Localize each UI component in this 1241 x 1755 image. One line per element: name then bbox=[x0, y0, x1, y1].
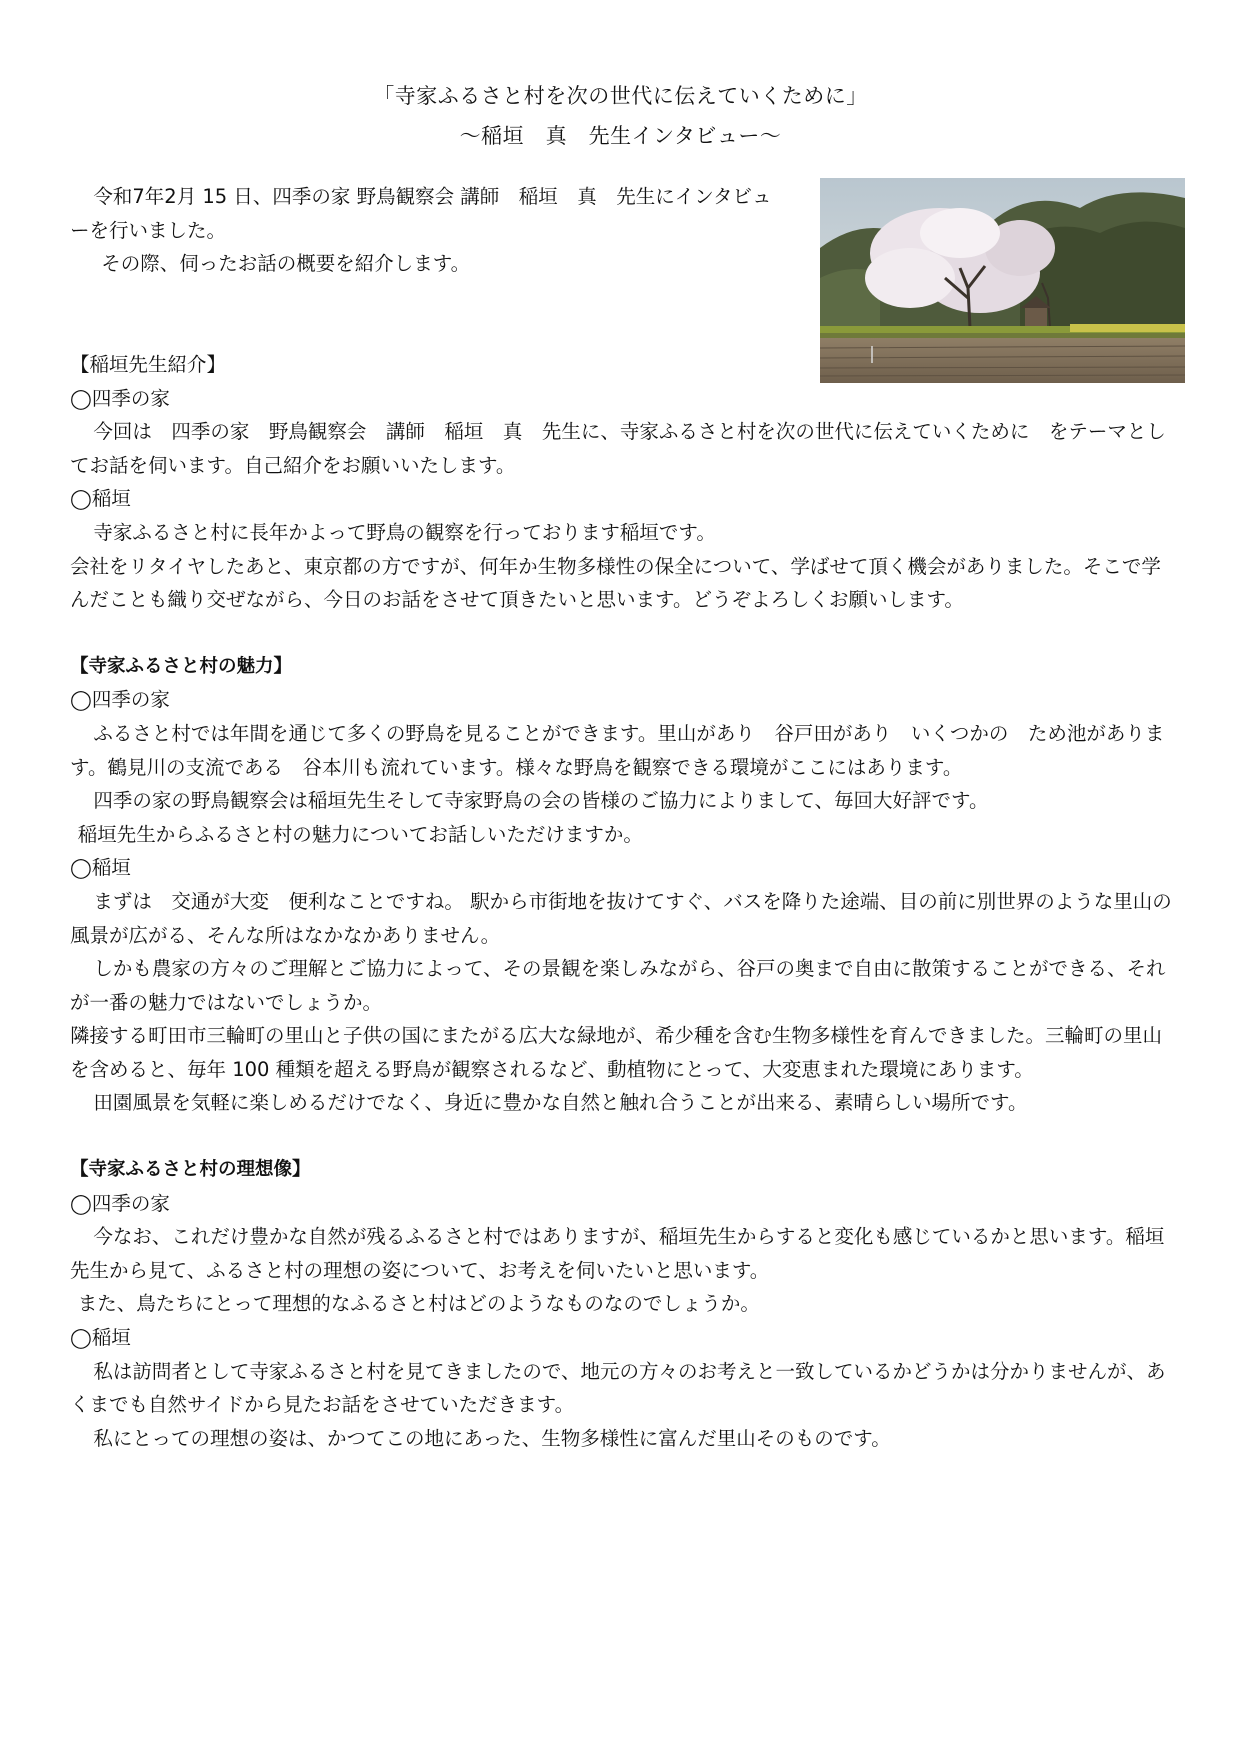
paragraph: しかも農家の方々のご理解とご協力によって、その景観を楽しみながら、谷戸の奥まで自由に散策することができる、それが一番の魅力ではないでしょうか。 bbox=[70, 957, 1166, 1014]
paragraph: 会社をリタイヤしたあと、東京都の方ですが、何年か生物多様性の保全について、学ばせて頂く機会がありました。そこで学んだことも織り交ぜながら、今日のお話をさせて頂きたいと思います。どうぞよろしくお願いします。 bbox=[70, 554, 1161, 612]
paragraph: 私は訪問者として寺家ふるさと村を見てきましたので、地元の方々のお考えと一致しているかどうかは分かりませんが、あくまでも自然サイドから見たお話をさせていただきます。 bbox=[70, 1359, 1166, 1417]
intro-paragraph-2: その際、伺ったお話の概要を紹介します。 bbox=[101, 252, 471, 276]
title-line-2: ～稲垣 真 先生インタビュー～ bbox=[459, 124, 782, 148]
paragraph: まずは 交通が大変 便利なことですね。 駅から市街地を抜けてすぐ、バスを降りた途端、目の前に別世界のような里山の風景が広がる、そんな所はなかなかありません。 bbox=[70, 889, 1172, 947]
paragraph: 稲垣先生からふるさと村の魅力についてお話しいただけますか。 bbox=[77, 822, 643, 846]
intro bbox=[70, 180, 790, 348]
speaker-inagaki: ◯稲垣 bbox=[70, 1326, 131, 1350]
paragraph: 四季の家の野鳥観察会は稲垣先生そして寺家野鳥の会の皆様のご協力によりまして、毎回大好評です。 bbox=[93, 789, 989, 813]
paragraph: また、鳥たちにとって理想的なふるさと村はどのようなものなのでしょうか。 bbox=[77, 1292, 760, 1316]
paragraph: 田園風景を気軽に楽しめるだけでなく、身近に豊かな自然と触れ合うことが出来る、素晴らしい場所です。 bbox=[93, 1091, 1028, 1115]
article-body bbox=[70, 180, 1180, 1455]
paragraph: 隣接する町田市三輪町の里山と子供の国にまたがる広大な緑地が、希少種を含む生物多様性を育んできました。三輪町の里山を含めると、毎年 100 種類を超える野鳥が観察されるなど、動植物にとって、大変恵まれた環境にあります。 bbox=[70, 1024, 1163, 1081]
paragraph: 私にとっての理想の姿は、かつてこの地にあった、生物多様性に富んだ里山そのものです。 bbox=[93, 1426, 891, 1450]
intro-paragraph-1: 令和7年2月 15 日、四季の家 野鳥観察会 講師 稲垣 真 先生にインタビューを行いました。 bbox=[70, 185, 772, 242]
document-title bbox=[0, 76, 1241, 156]
spacer bbox=[70, 1120, 1180, 1153]
paragraph: 寺家ふるさと村に長年かよって野鳥の観察を行っております稲垣です。 bbox=[93, 520, 716, 544]
paragraph: 今なお、これだけ豊かな自然が残るふるさと村ではありますが、稲垣先生からすると変化も感じているかと思います。稲垣先生から見て、ふるさと村の理想の姿について、お考えを伺いたいと思います。 bbox=[70, 1225, 1165, 1282]
speaker-inagaki: ◯稲垣 bbox=[70, 856, 131, 880]
speaker-shikinoie: ◯四季の家 bbox=[70, 688, 170, 712]
paragraph: ふるさと村では年間を通じて多くの野鳥を見ることができます。里山があり 谷戸田があり いくつかの ため池があります。鶴見川の支流である 谷本川も流れています。様々な野鳥を観察できる環境がここにはあります。 bbox=[70, 721, 1165, 779]
speaker-shikinoie: ◯四季の家 bbox=[70, 386, 170, 410]
section-heading-appeal: 【寺家ふるさと村の魅力】 bbox=[70, 655, 293, 677]
section-heading-ideal: 【寺家ふるさと村の理想像】 bbox=[70, 1159, 311, 1181]
speaker-inagaki: ◯稲垣 bbox=[70, 487, 131, 511]
spacer bbox=[70, 617, 1180, 650]
paragraph: 今回は 四季の家 野鳥観察会 講師 稲垣 真 先生に、寺家ふるさと村を次の世代に伝えていくために をテーマとしてお話を伺います。自己紹介をお願いいたします。 bbox=[70, 420, 1166, 477]
speaker-shikinoie: ◯四季の家 bbox=[70, 1191, 170, 1215]
section-heading-profile: 【稲垣先生紹介】 bbox=[70, 353, 227, 376]
title-line-1: 「寺家ふるさと村を次の世代に伝えていくために」 bbox=[373, 84, 868, 108]
